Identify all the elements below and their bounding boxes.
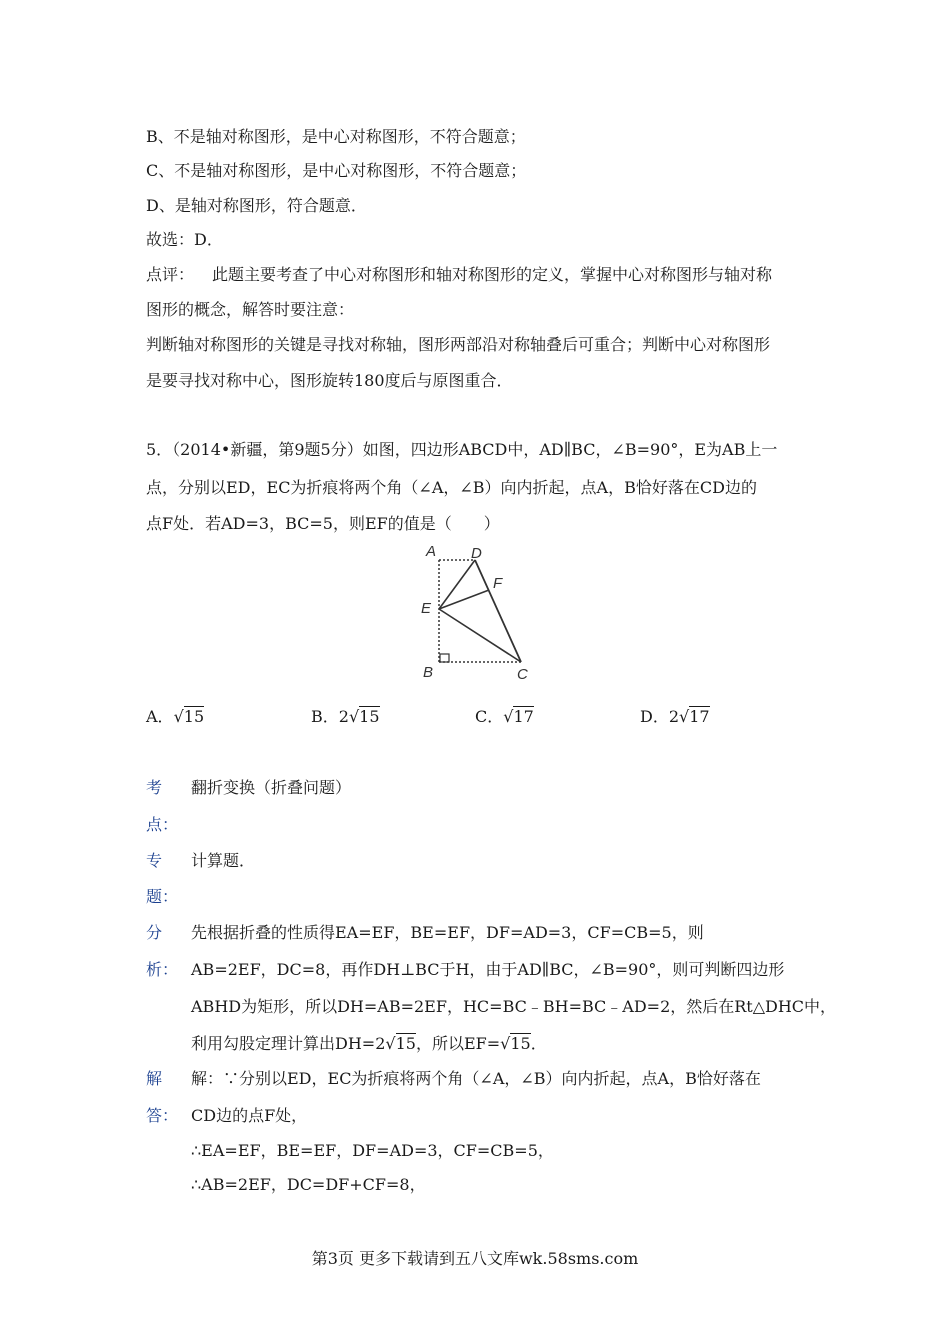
answer-line-d: D、是轴对称图形，符合题意． — [146, 196, 367, 215]
option-radicand: 17 — [689, 707, 710, 726]
label-f: F — [493, 575, 503, 592]
label-a: A — [426, 543, 437, 560]
label-e: E — [421, 600, 432, 617]
question-line-3: 点F处．若AD=3，BC=5，则EF的值是（ ） — [146, 514, 500, 533]
option-coef: 2 — [668, 707, 680, 726]
option-letter: A． — [146, 707, 174, 726]
sqrt-sign-icon: √ — [503, 707, 514, 726]
fenxi-line-4-part-b: ，所以EF= — [415, 1034, 501, 1053]
comment-line-1: 此题主要考查了中心对称图形和轴对称图形的定义，掌握中心对称图形与轴对称 — [212, 265, 773, 284]
question-line-1: 5．（2014•新疆，第9题5分）如图，四边形ABCD中，AD∥BC，∠B=90°，E为AB上一 — [146, 440, 778, 459]
fenxi-line-1: 先根据折叠的性质得EA=EF，BE=EF，DF=AD=3，CF=CB=5，则 — [191, 923, 704, 942]
option-a — [146, 706, 204, 728]
answer-choice: 故选：D． — [146, 230, 223, 249]
fenxi-line-4-part-c: ． — [530, 1034, 547, 1053]
option-letter: C． — [475, 707, 504, 726]
kaodian-text: 翻折变换（折叠问题） — [191, 778, 352, 797]
jieda-label-1: 解 — [146, 1069, 163, 1088]
fenxi-line-3: ABHD为矩形，所以DH=AB=2EF，HC=BC﹣BH=BC﹣AD=2，然后在Rt△DHC中， — [191, 997, 837, 1016]
answer-line-b: B、不是轴对称图形，是中心对称图形，不符合题意； — [146, 127, 526, 146]
jieda-line-3: ∴EA=EF，BE=EF，DF=AD=3，CF=CB=5， — [191, 1141, 554, 1160]
fenxi-label-1: 分 — [146, 923, 163, 942]
fenxi-line-4-part-a: 利用勾股定理计算出DH=2 — [191, 1034, 386, 1053]
sqrt-sign-icon: √ — [500, 1034, 511, 1053]
kaodian-label-2: 点： — [146, 815, 179, 834]
option-radicand: 15 — [183, 707, 205, 726]
kaodian-label-1: 考 — [146, 778, 163, 797]
fenxi-radicand-2: 15 — [510, 1034, 531, 1053]
option-letter: B． — [311, 707, 339, 726]
option-coef: 2 — [338, 707, 349, 726]
fenxi-label-2: 析： — [146, 960, 179, 979]
fenxi-radicand-1: 15 — [395, 1034, 416, 1053]
sqrt-sign-icon: √ — [679, 707, 690, 726]
sqrt-sign-icon: √ — [348, 707, 360, 726]
option-d — [640, 706, 710, 728]
label-d: D — [471, 545, 482, 562]
question-line-2: 点，分别以ED，EC为折痕将两个角（∠A，∠B）向内折起，点A，B恰好落在CD边的 — [146, 478, 757, 497]
jieda-line-2: CD边的点F处， — [191, 1106, 308, 1125]
option-letter: D． — [640, 707, 669, 726]
label-c: C — [517, 666, 528, 683]
zhuanti-label-2: 题： — [146, 887, 179, 906]
jieda-line-4: ∴AB=2EF，DC=DF+CF=8， — [191, 1175, 426, 1194]
page-footer: 第3页 更多下载请到五八文库wk.58sms.com — [311, 1249, 639, 1268]
zhuanti-text: 计算题． — [191, 851, 256, 870]
jieda-label-2: 答： — [146, 1106, 179, 1125]
zhuanti-label-1: 专 — [146, 851, 163, 870]
fenxi-line-2: AB=2EF，DC=8，再作DH⊥BC于H，由于AD∥BC，∠B=90°，则可判断四边形 — [191, 960, 785, 979]
label-b: B — [423, 664, 434, 681]
right-angle-mark — [440, 654, 449, 662]
sqrt-sign-icon: √ — [385, 1034, 396, 1053]
comment-line-4: 是要寻找对称中心，图形旋转180度后与原图重合． — [146, 371, 513, 390]
comment-line-3: 判断轴对称图形的关键是寻找对称轴，图形两部沿对称轴叠后可重合；判断中心对称图形 — [146, 335, 771, 354]
jieda-line-1: 解：∵分别以ED，EC为折痕将两个角（∠A，∠B）向内折起，点A，B恰好落在 — [191, 1069, 761, 1088]
comment-line-2: 图形的概念，解答时要注意： — [146, 300, 355, 319]
fenxi-line-4 — [191, 1033, 547, 1055]
quadrilateral-figure — [415, 540, 535, 685]
comment-label: 点评： — [146, 265, 195, 284]
option-c — [475, 706, 534, 728]
answer-line-c: C、不是轴对称图形，是中心对称图形，不符合题意； — [146, 161, 527, 180]
sqrt-sign-icon: √ — [173, 707, 184, 726]
option-radicand: 15 — [359, 707, 380, 726]
option-radicand: 17 — [513, 707, 534, 726]
option-b — [311, 706, 380, 728]
